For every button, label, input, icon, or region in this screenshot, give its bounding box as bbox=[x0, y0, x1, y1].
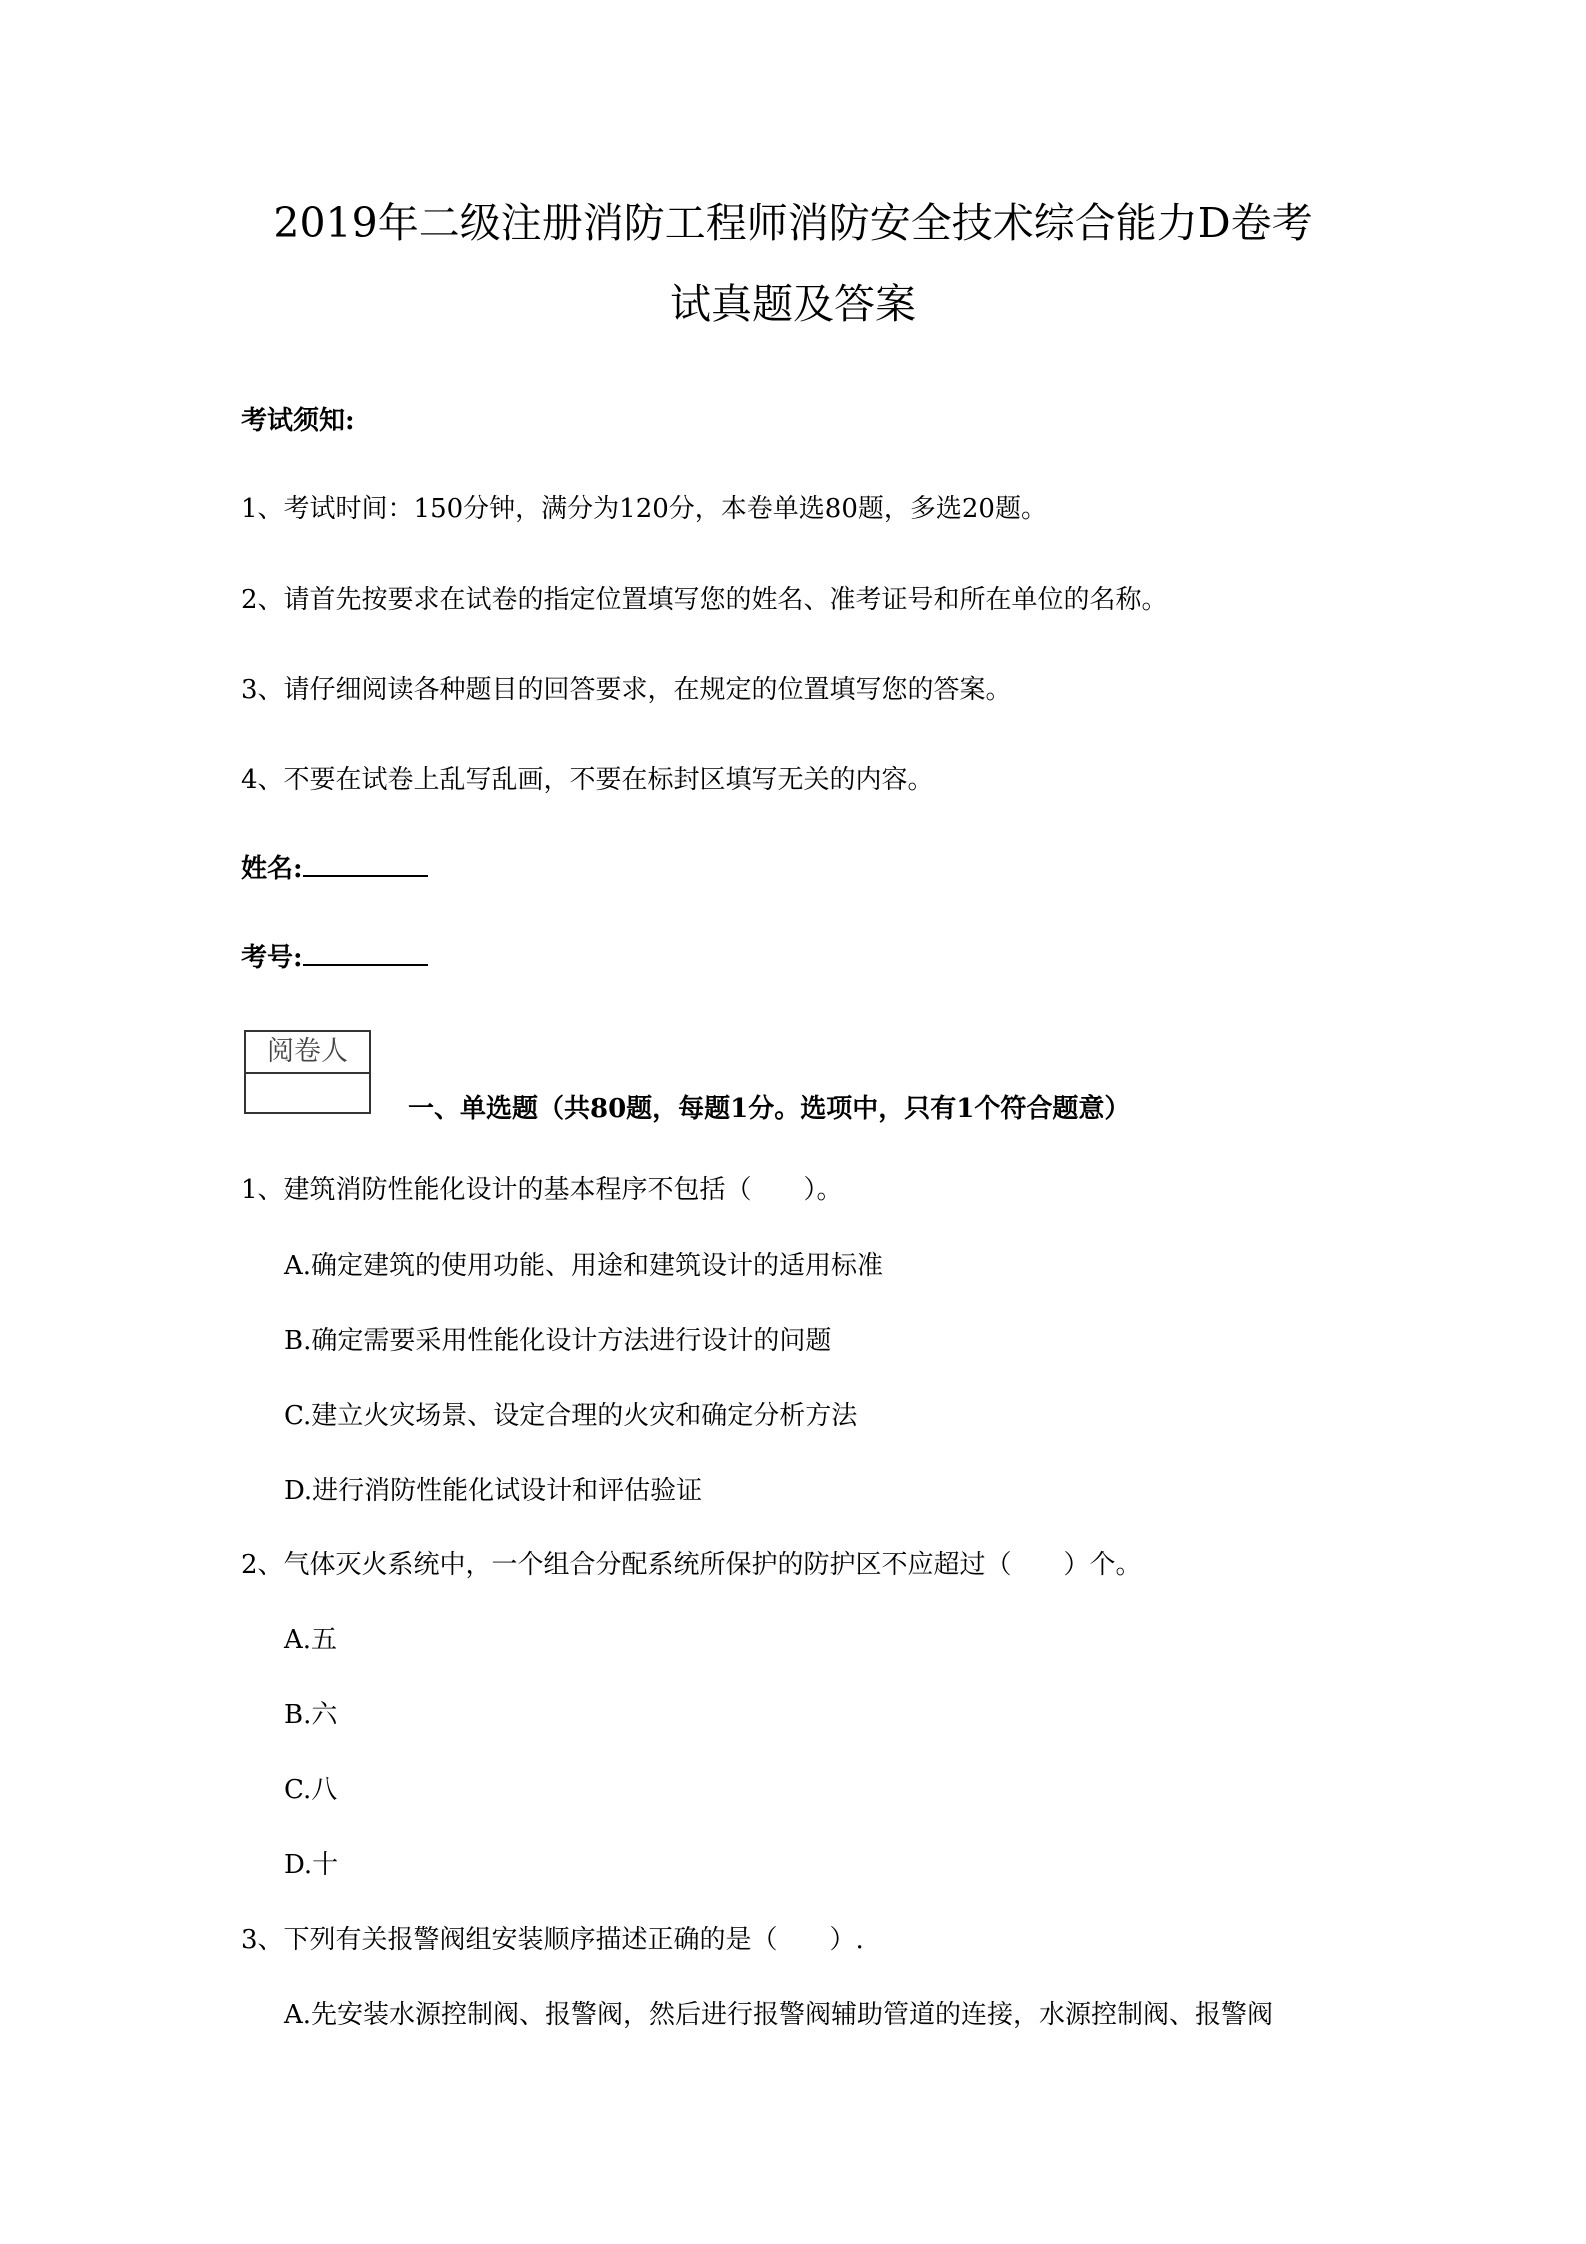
exam-number-blank-line bbox=[303, 942, 428, 966]
question-2-stem: 2、气体灭火系统中，一个组合分配系统所保护的防护区不应超过（ ）个。 bbox=[241, 1550, 1142, 1580]
name-blank-line bbox=[303, 853, 428, 877]
question-2-option-c: C.八 bbox=[284, 1775, 338, 1805]
notice-item-1: 1、考试时间：150分钟，满分为120分，本卷单选80题，多选20题。 bbox=[241, 494, 1047, 524]
question-1-option-c: C.建立火灾场景、设定合理的火灾和确定分析方法 bbox=[284, 1401, 858, 1431]
document-title-line-2: 试真题及答案 bbox=[670, 280, 916, 328]
reviewer-box-label: 阅卷人 bbox=[246, 1032, 369, 1074]
question-1-option-a: A.确定建筑的使用功能、用途和建筑设计的适用标准 bbox=[284, 1251, 884, 1281]
notice-heading: 考试须知: bbox=[241, 406, 355, 436]
exam-number-field bbox=[241, 941, 428, 975]
reviewer-box bbox=[244, 1030, 371, 1114]
question-2-option-b: B.六 bbox=[284, 1700, 338, 1730]
section-title: 一、单选题（共80题，每题1分。选项中，只有1个符合题意） bbox=[408, 1094, 1131, 1124]
document-title-line-1: 2019年二级注册消防工程师消防安全技术综合能力D卷考 bbox=[273, 199, 1313, 247]
question-1-option-b: B.确定需要采用性能化设计方法进行设计的问题 bbox=[284, 1326, 832, 1356]
question-2-option-d: D.十 bbox=[284, 1850, 339, 1880]
notice-item-4: 4、不要在试卷上乱写乱画，不要在标封区填写无关的内容。 bbox=[241, 765, 934, 795]
name-field bbox=[241, 852, 428, 886]
exam-number-label: 考号: bbox=[241, 943, 303, 973]
notice-item-3: 3、请仔细阅读各种题目的回答要求，在规定的位置填写您的答案。 bbox=[241, 675, 1012, 705]
question-1-stem: 1、建筑消防性能化设计的基本程序不包括（ ）。 bbox=[241, 1175, 843, 1205]
question-1-option-d: D.进行消防性能化试设计和评估验证 bbox=[284, 1476, 703, 1506]
question-3-option-a: A.先安装水源控制阀、报警阀，然后进行报警阀辅助管道的连接，水源控制阀、报警阀 bbox=[284, 2000, 1274, 2030]
name-label: 姓名: bbox=[241, 854, 303, 884]
notice-item-2: 2、请首先按要求在试卷的指定位置填写您的姓名、准考证号和所在单位的名称。 bbox=[241, 585, 1168, 615]
question-2-option-a: A.五 bbox=[284, 1625, 338, 1655]
question-3-stem: 3、下列有关报警阀组安装顺序描述正确的是（ ）. bbox=[241, 1925, 864, 1955]
